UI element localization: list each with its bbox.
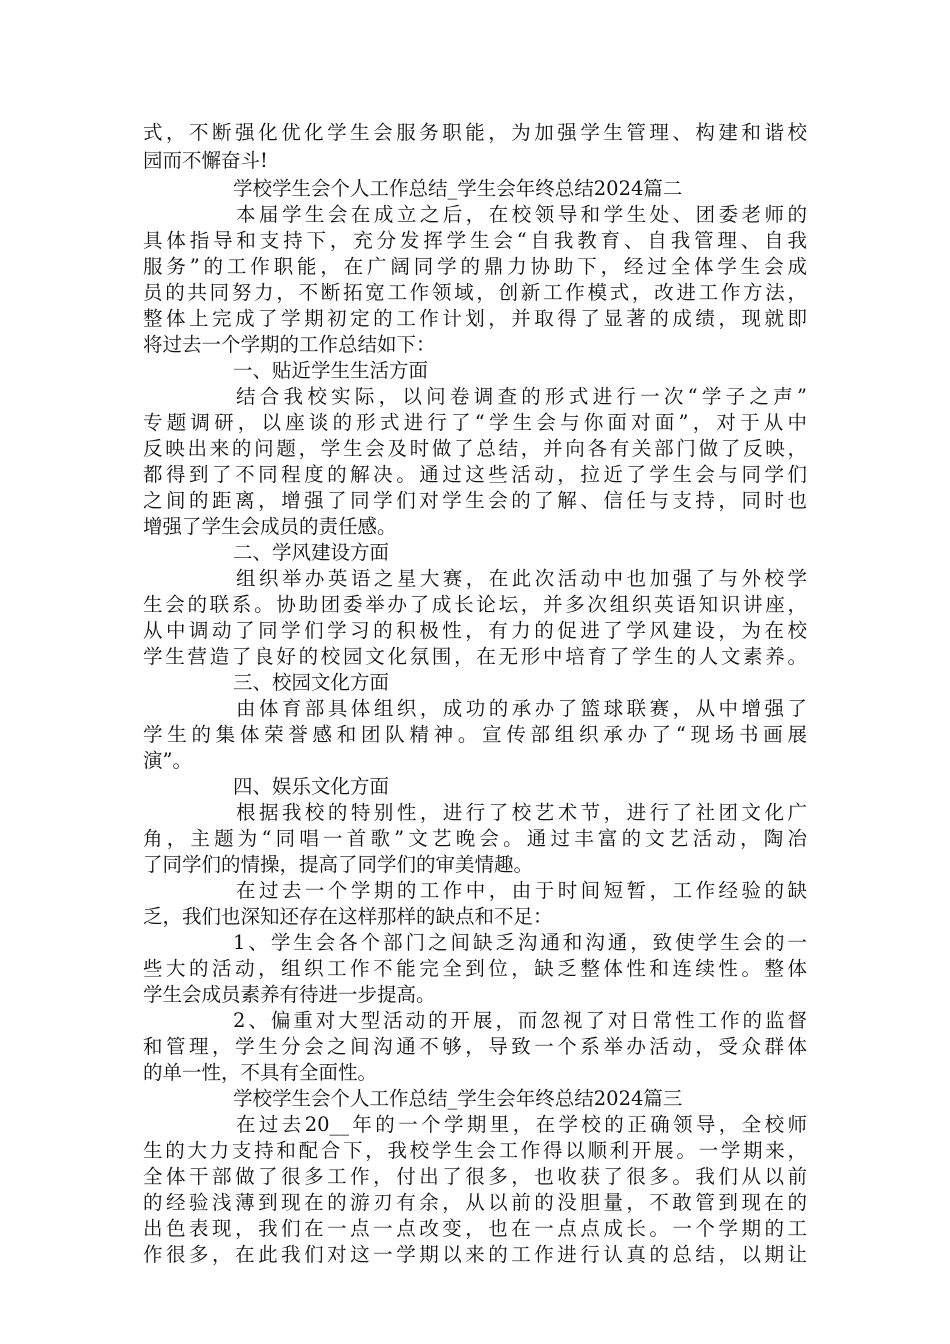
text-line: 由体育部具体组织，成功的承办了篮球联赛，从中增强了 [236,697,807,720]
text-line: 的经验浅薄到现在的游刃有余，从以前的没胆量，不敢管到现在的 [143,1191,807,1214]
text-line: 员的共同努力，不断拓宽工作领域，创新工作模式，改进工作方法， [143,281,807,304]
text-line: 出色表现，我们在一点一点改变，也在一点点成长。一个学期的工 [143,1217,807,1240]
text-line: 都得到了不同程度的解决。通过这些活动，拉近了学生会与同学们 [143,463,807,486]
text-line: 将过去一个学期的工作总结如下： [143,333,436,356]
text-line: 专题调研，以座谈的形式进行了“学生会与你面对面”，对于从中 [143,411,807,434]
text-line: 的单一性，不具有全面性。 [143,1061,378,1084]
text-line: 增强了学生会成员的责任感。 [143,515,397,538]
text-line: 从中调动了同学们学习的积极性，有力的促进了学风建设，为在校 [143,619,807,642]
text-line: 些大的活动，组织工作不能完全到位，缺乏整体性和连续性。整体 [143,957,807,980]
text-line: 角，主题为“同唱一首歌”文艺晚会。通过丰富的文艺活动，陶冶 [143,827,807,850]
text-line: 式，不断强化优化学生会服务职能，为加强学生管理、构建和谐校 [143,121,807,144]
text-line: 之间的距离，增强了同学们对学生会的了解、信任与支持，同时也 [143,489,807,512]
text-line: 学生营造了良好的校园文化氛围，在无形中培育了学生的人文素养。 [143,645,807,668]
section-heading: 学校学生会个人工作总结_学生会年终总结2024篇二 [233,177,683,200]
list-item: 1、学生会各个部门之间缺乏沟通和沟通，致使学生会的一 [233,931,807,954]
subsection-heading: 四、娱乐文化方面 [233,775,390,798]
text-line: 本届学生会在成立之后，在校领导和学生处、团委老师的 [236,203,807,226]
text-line: 演”。 [143,749,192,772]
text-line: 生的大力支持和配合下，我校学生会工作得以顺利开展。一学期来， [143,1139,807,1162]
text-line: 和管理，学生分会之间沟通不够，导致一个系举办活动，受众群体 [143,1035,807,1058]
text-line: 组织举办英语之星大赛，在此次活动中也加强了与外校学 [236,567,807,590]
text-line: 根据我校的特别性，进行了校艺术节，进行了社团文化广 [236,801,807,824]
text-line: 具体指导和支持下，充分发挥学生会“自我教育、自我管理、自我 [143,229,807,252]
text-line: 了同学们的情操，提高了同学们的审美情趣。 [143,853,534,876]
text-line: 反映出来的问题，学生会及时做了总结，并向各有关部门做了反映， [143,437,807,460]
text-line: 乏，我们也深知还存在这样那样的缺点和不足： [143,905,553,928]
text-line: 作很多，在此我们对这一学期以来的工作进行认真的总结，以期让 [143,1243,807,1266]
text-line: 生会的联系。协助团委举办了成长论坛，并多次组织英语知识讲座， [143,593,807,616]
subsection-heading: 三、校园文化方面 [233,671,390,694]
text-line: 结合我校实际，以问卷调查的形式进行一次“学子之声” [236,385,807,408]
text-line: 学生的集体荣誉感和团队精神。宣传部组织承办了“现场书画展 [143,723,807,746]
list-item: 2、偏重对大型活动的开展，而忽视了对日常性工作的监督 [233,1009,807,1032]
text-line: 服务”的工作职能，在广阔同学的鼎力协助下，经过全体学生会成 [143,255,807,278]
text-line: 全体干部做了很多工作，付出了很多，也收获了很多。我们从以前 [143,1165,807,1188]
subsection-heading: 一、贴近学生生活方面 [233,359,429,382]
text-line: 在过去一个学期的工作中，由于时间短暂，工作经验的缺 [236,879,807,902]
text-line: 在过去20__年的一个学期里，在学校的正确领导，全校师 [236,1113,807,1136]
subsection-heading: 二、学风建设方面 [233,541,390,564]
section-heading: 学校学生会个人工作总结_学生会年终总结2024篇三 [233,1087,683,1110]
text-line: 学生会成员素养有待进一步提高。 [143,983,436,1006]
text-line: 园而不懈奋斗! [143,149,268,172]
text-line: 整体上完成了学期初定的工作计划，并取得了显著的成绩，现就即 [143,307,807,330]
